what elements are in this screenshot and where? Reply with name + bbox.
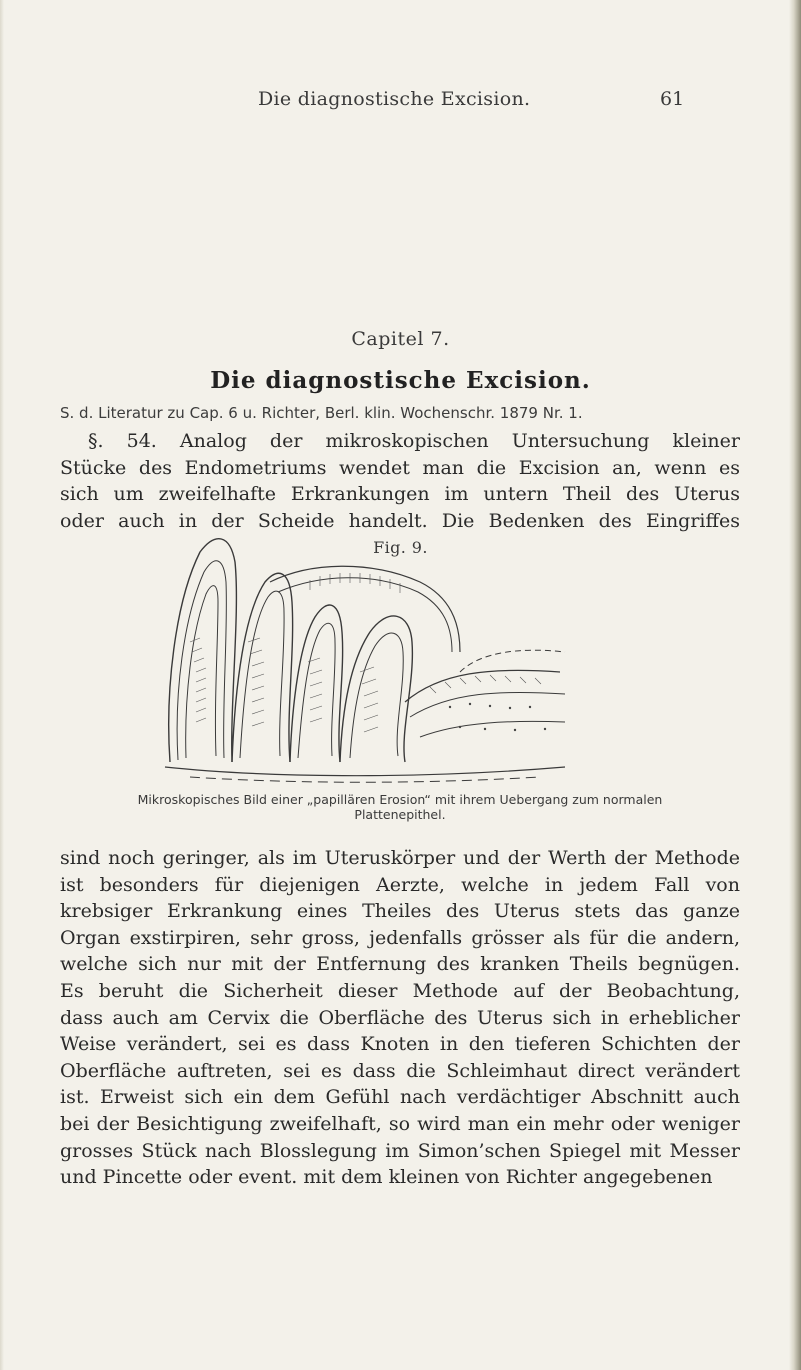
paragraph-section-54 (60, 428, 740, 534)
chapter-title: Die diagnostische Excision. (210, 367, 591, 394)
caption-line: Plattenepithel. (354, 807, 446, 822)
text-line: bei der Besichtigung zweifelhaft, so wird man ein mehr oder weniger (60, 1112, 740, 1135)
text-line: dass auch am Cervix die Oberfläche des Uterus sich in erheblicher (60, 1006, 740, 1029)
text-line: Weise verändert, sei es dass Knoten in den tieferen Schichten der (60, 1033, 740, 1056)
text-line: grosses Stück nach Blosslegung im Simon’schen Spiegel mit Messer (60, 1139, 740, 1162)
text-line: Organ exstirpiren, sehr gross, jedenfalls grösser als für die andern, (60, 926, 740, 949)
text-line: welche sich nur mit der Entfernung des kranken Theils begnügen. (60, 953, 740, 976)
text-line: sich um zweifelhafte Erkrankungen im untern Theil des Uterus (60, 483, 740, 505)
text-line: ist. Erweist sich ein dem Gefühl nach verdächtiger Abschnitt auch (60, 1086, 740, 1109)
page-binding-edge (789, 0, 801, 1370)
page-number: 61 (660, 88, 685, 110)
caption-line: Mikroskopisches Bild einer „papillären Erosion“ mit ihrem Uebergang zum normalen (137, 792, 663, 807)
literature-reference: S. d. Literatur zu Cap. 6 u. Richter, Berl. klin. Wochenschr. 1879 Nr. 1. (60, 404, 583, 422)
text-line: sind noch geringer, als im Uteruskörper und der Werth der Methode (60, 847, 740, 869)
figure-label: Fig. 9. (373, 538, 428, 557)
paragraph-continuation (60, 845, 740, 1191)
chapter-label: Capitel 7. (351, 328, 450, 350)
text-line: Stücke des Endometriums wendet man die Excision an, wenn es (60, 456, 740, 479)
text-line: §. 54. Analog der mikroskopischen Untersuchung kleiner (88, 430, 740, 452)
running-head: Die diagnostische Excision. (258, 88, 531, 110)
figure-caption (60, 792, 740, 822)
text-line: und Pincette oder event. mit dem kleinen von Richter angegebenen (60, 1166, 713, 1189)
text-line: ist besonders für diejenigen Aerzte, welche in jedem Fall von (60, 873, 740, 896)
micrograph-illustration (160, 522, 572, 784)
text-line: krebsiger Erkrankung eines Theiles des Uterus stets das ganze (60, 900, 740, 923)
text-line: Oberfläche auftreten, sei es dass die Schleimhaut direct verändert (60, 1059, 740, 1082)
text-line: Es beruht die Sicherheit dieser Methode auf der Beobachtung, (60, 979, 740, 1002)
page-left-edge (0, 0, 4, 1370)
text-line: oder auch in der Scheide handelt. Die Bedenken des Eingriffes (60, 509, 740, 532)
